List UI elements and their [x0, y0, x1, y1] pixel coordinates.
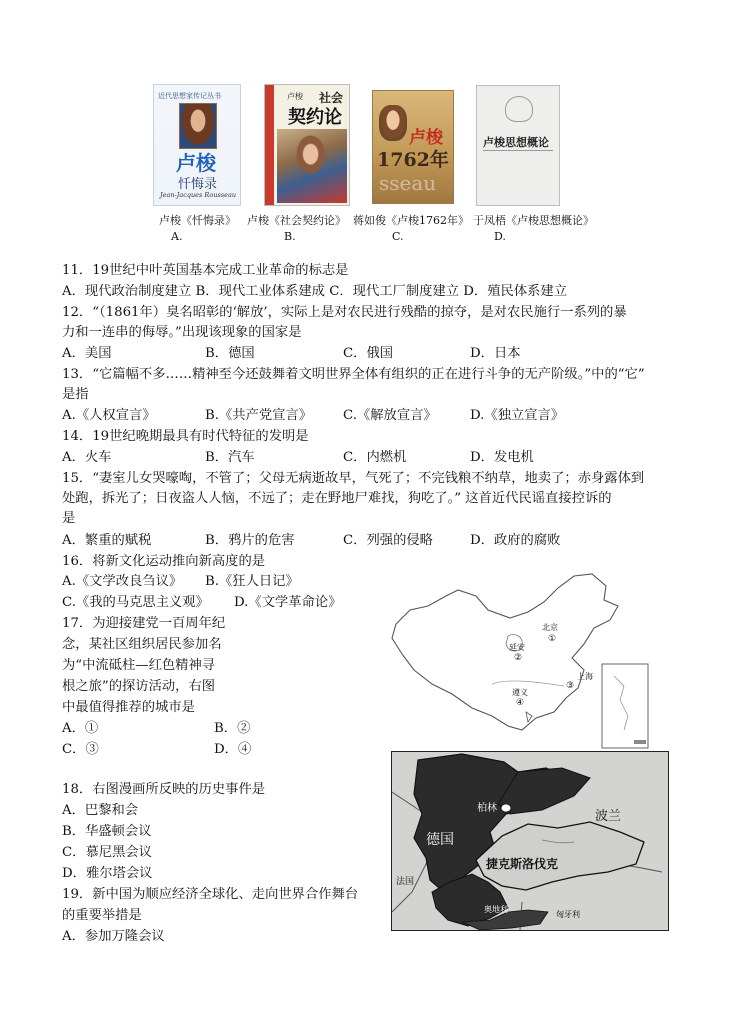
q18-option-c[interactable]: C．慕尼黑会议	[62, 845, 152, 860]
q13-option-d[interactable]: D.《独立宣言》	[470, 408, 565, 423]
book-cover-d	[476, 85, 560, 206]
book-cover-a	[153, 84, 241, 206]
cover-sketch	[505, 96, 533, 122]
cartoon-label-czechoslovakia: 捷克斯洛伐克	[486, 857, 559, 871]
q11-option-a[interactable]: A．现代政治制度建立	[62, 284, 196, 299]
map-label-shanghai: 上海	[577, 672, 593, 681]
book-caption-c: 蒋如俊《卢梭1762年》	[353, 214, 469, 227]
cover-subtitle: 契约论	[288, 107, 342, 128]
map-marker-1: ①	[548, 634, 557, 644]
q16-option-a[interactable]: A.《文学改良刍议》	[62, 574, 183, 589]
map-label-beijing: 北京	[542, 623, 558, 632]
q11-option-b[interactable]: B．现代工业体系建成	[195, 284, 330, 299]
cartoon-label-hungary: 匈牙利	[556, 910, 580, 919]
q17-option-a[interactable]: A．①	[62, 721, 99, 736]
q13-option-b[interactable]: B.《共产党宣言》	[205, 408, 313, 423]
cover-title: 社会	[319, 91, 344, 105]
map-marker-4: ④	[516, 698, 525, 708]
cover-title: 卢梭	[409, 128, 443, 148]
cover-top-text: 近代思想家传记丛书	[158, 92, 221, 100]
book-cover-b	[264, 84, 350, 206]
q12-option-a[interactable]: A．美国	[62, 346, 112, 361]
q17-option-d[interactable]: D．④	[214, 742, 252, 757]
q17-stem-line-1: 17．为迎接建党一百周年纪	[62, 616, 226, 631]
q17-stem-line-5: 中最值得推荐的城市是	[62, 700, 195, 715]
cover-portrait	[379, 105, 407, 141]
q15-stem-line-3: 是	[62, 511, 76, 526]
cover-author: Jean-Jacques Rousseau	[160, 191, 237, 199]
q14-option-b[interactable]: B．汽车	[205, 450, 255, 465]
q17-option-c[interactable]: C．③	[62, 742, 99, 757]
q12-option-c[interactable]: C．俄国	[343, 346, 394, 361]
book-caption-d: 于凤梧《卢梭思想概论》	[473, 214, 594, 227]
q11-option-c[interactable]: C．现代工厂制度建立	[329, 284, 464, 299]
q16-option-d[interactable]: D.《文学革命论》	[234, 595, 342, 610]
cartoon-map	[391, 751, 669, 931]
book-letter-a: A.	[171, 230, 183, 243]
map-label-zunyi: 遵义	[512, 688, 528, 697]
cover-painting	[277, 129, 347, 203]
q11-options	[62, 283, 567, 301]
q16-option-b[interactable]: B.《狂人日记》	[205, 574, 299, 589]
cartoon-label-germany: 德国	[426, 832, 454, 848]
book-letter-d: D.	[494, 230, 506, 243]
cover-title: 卢梭	[176, 151, 216, 175]
q15-option-b[interactable]: B．鸦片的危害	[205, 533, 295, 548]
q15-option-c[interactable]: C．列强的侵略	[343, 533, 433, 548]
map-label-yanan: 延安	[509, 643, 525, 652]
cover-top-text: 卢梭	[287, 92, 303, 101]
cover-subtitle: 忏悔录	[178, 177, 218, 192]
cover-subtitle: 1762年	[377, 149, 449, 171]
q17-stem-line-3: 为“中流砥柱—红色精神寻	[62, 658, 216, 673]
q13-stem-line-2: 是指	[62, 387, 89, 402]
q13-stem-line-1: 13．“它篇幅不多……精神至今还鼓舞着文明世界全体有组织的正在进行斗争的无产阶级。”中的“它”	[62, 367, 645, 382]
map-marker-3: ③	[566, 681, 575, 691]
q14-option-d[interactable]: D．发电机	[470, 450, 534, 465]
q12-option-b[interactable]: B．德国	[205, 346, 255, 361]
book-cover-c	[372, 90, 454, 204]
q12-option-d[interactable]: D．日本	[470, 346, 521, 361]
book-letter-c: C.	[392, 230, 404, 243]
q14-option-a[interactable]: A．火车	[62, 450, 112, 465]
q17-option-b[interactable]: B．②	[214, 721, 251, 736]
q12-stem-line-2: 力和一连串的侮辱。”出现该现象的国家是	[62, 325, 302, 340]
q19-stem-line-2: 的重要举措是	[62, 908, 142, 923]
q15-option-d[interactable]: D．政府的腐败	[470, 533, 561, 548]
q18-option-d[interactable]: D．雅尔塔会议	[62, 866, 153, 881]
cover-background-text: sseau	[379, 171, 437, 195]
q19-stem-line-1: 19．新中国为顺应经济全球化、走向世界合作舞台	[62, 887, 359, 902]
q15-stem-line-1: 15．“妻室儿女哭嚎啕，不管了；父母无病逝故早，气死了；不完钱粮不纳草，地卖了；赤身露体到	[62, 471, 645, 486]
q12-stem-line-1: 12．“（1861年）臭名昭彰的‘解放’，实际上是对农民进行残酷的掠夺，是对农民施行一系列的暴	[62, 305, 627, 320]
q11-option-d[interactable]: D．殖民体系建立	[463, 284, 568, 299]
cover-title: 卢梭思想概论	[483, 136, 549, 149]
china-map-outline	[388, 566, 660, 756]
cartoon-label-poland: 波兰	[595, 809, 622, 824]
q14-stem: 14．19世纪晚期最具有时代特征的发明是	[62, 429, 309, 444]
q17-stem-line-2: 念，某社区组织居民参加名	[62, 637, 222, 652]
cover-portrait	[179, 103, 217, 149]
q16-option-c[interactable]: C.《我的马克思主义观》	[62, 595, 209, 610]
book-caption-a: 卢梭《忏悔录》	[159, 214, 236, 227]
cartoon-label-france: 法国	[396, 877, 415, 887]
q11-stem: 11．19世纪中叶英国基本完成工业革命的标志是	[62, 263, 349, 278]
q14-option-c[interactable]: C．内燃机	[343, 450, 407, 465]
china-map	[388, 566, 660, 756]
q13-option-c[interactable]: C.《解放宣言》	[343, 408, 437, 423]
book-letter-b: B.	[284, 230, 296, 243]
cartoon-label-berlin: 柏林	[477, 803, 497, 814]
book-caption-b: 卢梭《社会契约论》	[247, 214, 346, 227]
cartoon-label-austria: 奥地利	[484, 905, 508, 914]
q19-option-a[interactable]: A．参加万隆会议	[62, 929, 165, 944]
q13-option-a[interactable]: A.《人权宣言》	[62, 408, 156, 423]
q15-option-a[interactable]: A．繁重的赋税	[62, 533, 152, 548]
q18-option-a[interactable]: A．巴黎和会	[62, 803, 139, 818]
map-marker-2: ②	[514, 653, 523, 663]
q15-stem-line-2: 处跑，拆光了；日夜盗人人恼，不远了；走在野地尸难找，狗吃了。” 这首近代民谣直接控诉的	[62, 491, 612, 506]
q17-stem-line-4: 根之旅”的探访活动，右图	[62, 679, 216, 694]
q16-stem: 16．将新文化运动推向新高度的是	[62, 554, 266, 569]
q18-stem: 18．右图漫画所反映的历史事件是	[62, 782, 266, 797]
q18-option-b[interactable]: B．华盛顿会议	[62, 824, 152, 839]
